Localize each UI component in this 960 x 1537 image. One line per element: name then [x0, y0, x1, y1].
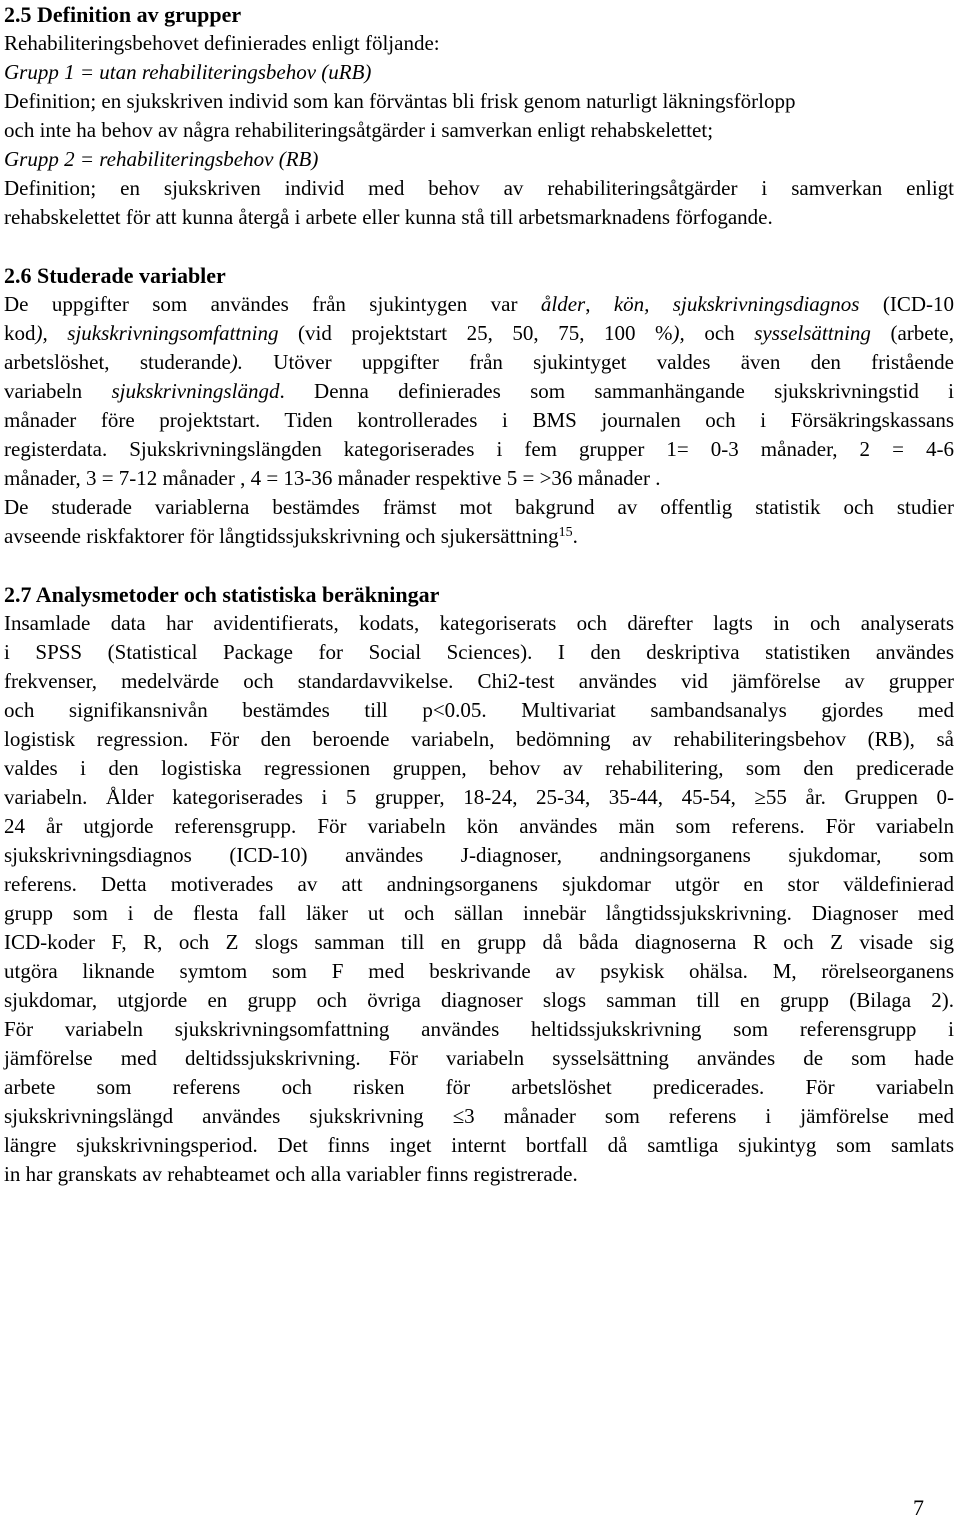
section-2-5-intro: Rehabiliteringsbehovet definierades enligt följande:: [4, 31, 440, 55]
spacer: [4, 232, 954, 261]
section-2-7-line: sjukdomar, utgjorde en grupp och övriga diagnoser slogs samman till en grupp (Bilaga 2).: [4, 988, 954, 1012]
section-2-7-line: arbete som referens och risken för arbetslöshet predicerades. För variabeln: [4, 1075, 954, 1099]
section-2-6-line-1: De uppgifter som användes från sjukintygen var ålder, kön, sjukskrivningsdiagnos (ICD-10: [4, 292, 955, 316]
section-2-7-line: i SPSS (Statistical Package for Social Sciences). I den deskriptiva statistiken användes: [4, 640, 954, 664]
section-2-7-line: ICD-koder F, R, och Z slogs samman till en grupp då båda diagnoserna R och Z visade sig: [4, 930, 954, 954]
section-2-7-line: 24 år utgjorde referensgrupp. För variabeln kön användes män som referens. För variabeln: [4, 814, 954, 838]
section-2-7-line: och signifikansnivån bestämdes till p<0.05. Multivariat sambandsanalys gjordes med: [4, 698, 954, 722]
section-2-7-line: grupp som i de flesta fall läker ut och sällan innebär långtidssjukskrivning. Diagnoser med: [4, 901, 954, 925]
section-2-7-line: variabeln. Ålder kategoriserades i 5 grupper, 18-24, 25-34, 35-44, 45-54, ≥55 år. Gruppen 0-: [4, 785, 954, 809]
section-2-7-line: Insamlade data har avidentifierats, kodats, kategoriserats och därefter lagts in och analyserats: [4, 611, 954, 635]
section-2-7-line: sjukskrivningslängd användes sjukskrivning ≤3 månader som referens i jämförelse med: [4, 1104, 954, 1128]
group-2-definition-line-1: Definition; en sjukskriven individ med behov av rehabiliteringsåtgärder i samverkan enligt: [4, 176, 954, 200]
section-2-7-line: För variabeln sjukskrivningsomfattning användes heltidssjukskrivning som referensgrupp i: [4, 1017, 954, 1041]
page-number: 7: [913, 1495, 924, 1520]
document-page: [4, 0, 954, 1189]
group-1-title: Grupp 1 = utan rehabiliteringsbehov (uRB): [4, 60, 372, 84]
section-2-7-line: referens. Detta motiverades av att andningsorganens sjukdomar utgör en stor väldefinierad: [4, 872, 954, 896]
section-2-7-line: utgöra liknande symtom som F med beskrivande av psykisk ohälsa. M, rörelseorganens: [4, 959, 954, 983]
section-2-6-line-5: månader före projektstart. Tiden kontrollerades i BMS journalen och i Försäkringskassans: [4, 408, 954, 432]
section-2-6-line-7: månader, 3 = 7-12 månader , 4 = 13-36 månader respektive 5 = >36 månader .: [4, 466, 661, 490]
section-2-6-line-6: registerdata. Sjukskrivningslängden kategoriserades i fem grupper 1= 0-3 månader, 2 = 4-6: [4, 437, 954, 461]
spacer: [4, 551, 954, 580]
section-2-7-line: frekvenser, medelvärde och standardavvikelse. Chi2-test användes vid jämförelse av grupper: [4, 669, 954, 693]
section-2-6-line-8: De studerade variablerna bestämdes främst mot bakgrund av offentlig statistik och studier: [4, 495, 954, 519]
section-2-6-heading: 2.6 Studerade variabler: [4, 263, 226, 288]
section-2-5-heading: 2.5 Definition av grupper: [4, 2, 242, 27]
section-2-7-line: sjukskrivningsdiagnos (ICD-10) användes J-diagnoser, andningsorganens sjukdomar, som: [4, 843, 954, 867]
section-2-6-line-2: kod), sjukskrivningsomfattning (vid projektstart 25, 50, 75, 100 %), och sysselsättning (arbete,: [4, 321, 954, 345]
footnote-reference: 15: [558, 525, 573, 540]
section-2-6-line-4: variabeln sjukskrivningslängd. Denna definierades som sammanhängande sjukskrivningstid i: [4, 379, 955, 403]
group-1-definition-line-1: Definition; en sjukskriven individ som kan förväntas bli frisk genom naturligt läkningsförlopp: [4, 89, 796, 113]
section-2-6-line-9: avseende riskfaktorer för långtidssjukskrivning och sjukersättning$^{15}$.: [4, 524, 578, 548]
section-2-7-heading: 2.7 Analysmetoder och statistiska beräkningar: [4, 582, 440, 607]
section-2-7-line: in har granskats av rehabteamet och alla variabler finns registrerade.: [4, 1162, 578, 1186]
group-1-definition-line-2: och inte ha behov av några rehabiliteringsåtgärder i samverkan enligt rehabskelettet;: [4, 118, 714, 142]
group-2-title: Grupp 2 = rehabiliteringsbehov (RB): [4, 147, 319, 171]
section-2-7-line: längre sjukskrivningsperiod. Det finns inget internt bortfall då samtliga sjukintyg som samlats: [4, 1133, 954, 1157]
section-2-7-line: jämförelse med deltidssjukskrivning. För variabeln sysselsättning användes de som hade: [4, 1046, 954, 1070]
group-2-definition-line-2: rehabskelettet för att kunna återgå i arbete eller kunna stå till arbetsmarknadens förfogande.: [4, 205, 773, 229]
section-2-6-line-3: arbetslöshet, studerande). Utöver uppgifter från sjukintyget valdes även den fristående: [4, 350, 954, 374]
section-2-7-line: logistisk regression. För den beroende variabeln, bedömning av rehabiliteringsbehov (RB), så: [4, 727, 954, 751]
section-2-7-line: valdes i den logistiska regressionen gruppen, behov av rehabilitering, som den predicerade: [4, 756, 954, 780]
